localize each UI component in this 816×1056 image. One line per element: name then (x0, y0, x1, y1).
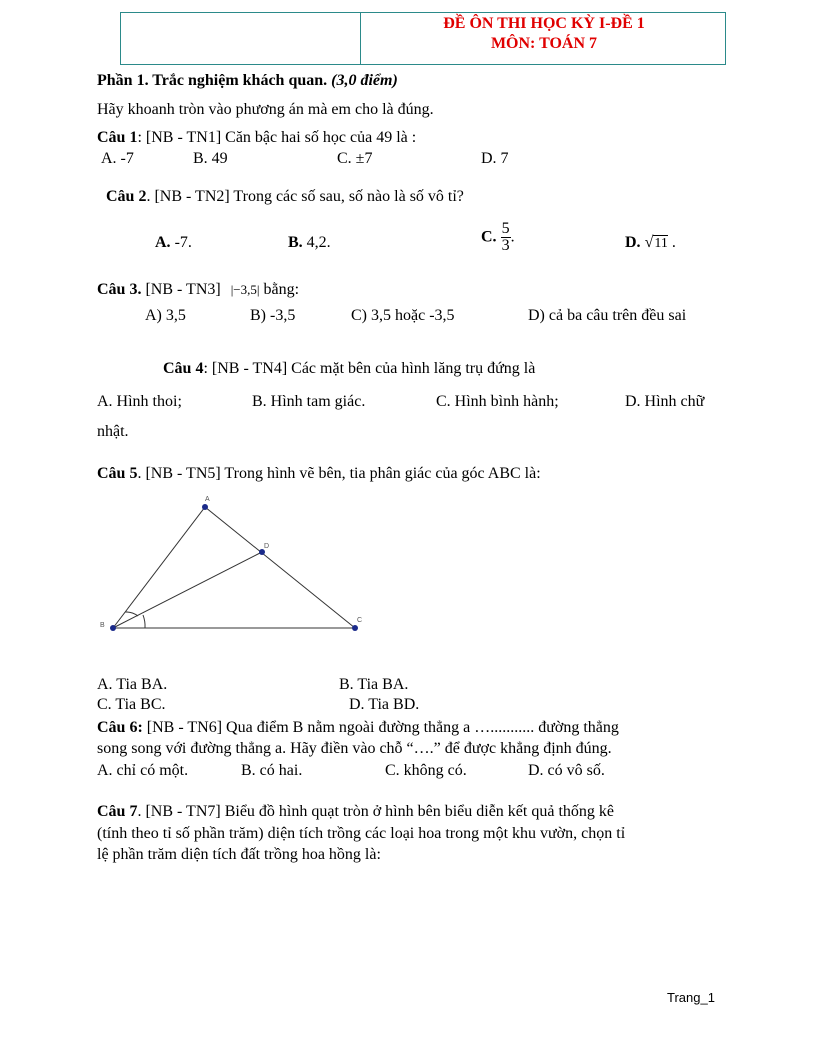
q6-option-b: B. có hai. (241, 762, 303, 779)
q6-option-c: C. không có. (385, 762, 467, 779)
q3-abs-expression: |−3,5| (230, 282, 260, 297)
q3-text-after: bằng: (259, 281, 300, 298)
header-table (120, 12, 726, 65)
label-b: B (100, 622, 105, 629)
q1-text: : [NB - TN1] Căn bậc hai số học của 49 là : (137, 129, 417, 146)
section-heading (97, 72, 398, 90)
question-1 (97, 129, 416, 147)
segment-bd (113, 552, 262, 628)
q4-option-d: D. Hình chữ (625, 393, 705, 410)
q2-c-numerator: 5 (501, 220, 510, 237)
label-d: D (264, 543, 270, 550)
q2-option-a (155, 234, 192, 252)
q2-a-value: -7. (170, 234, 192, 251)
point-c (352, 625, 358, 631)
q6-option-d: D. có vô số. (528, 762, 605, 779)
q4-text: : [NB - TN4] Các mặt bên của hình lăng trụ đứng là (203, 360, 536, 377)
q5-label: Câu 5 (97, 465, 138, 482)
q4-option-c: C. Hình bình hành; (436, 393, 559, 410)
question-5 (97, 465, 541, 483)
q1-label: Câu 1 (97, 129, 138, 146)
q6-label: Câu 6: (97, 719, 143, 736)
section-title: Phần 1. Trắc nghiệm khách quan. (97, 72, 328, 89)
q7-label: Câu 7 (97, 803, 138, 820)
subject-title: MÔN: TOÁN 7 (490, 35, 598, 52)
q2-b-key: B. (288, 234, 303, 251)
q3-option-d: D) cả ba câu trên đều sai (528, 307, 687, 324)
q3-option-c: C) 3,5 hoặc -3,5 (351, 307, 455, 324)
q6-line2: song song với đường thẳng a. Hãy điền vào chỗ “….” để được khẳng định đúng. (97, 740, 612, 757)
q1-option-c: C. ±7 (337, 150, 373, 167)
angle-mark-dbc (143, 615, 145, 628)
triangle-figure (95, 490, 385, 640)
section-instruction: Hãy khoanh tròn vào phương án mà em cho là đúng. (97, 101, 434, 118)
q2-c-end: . (510, 228, 515, 246)
label-a: A (205, 496, 210, 503)
q2-a-key: A. (155, 234, 171, 251)
q2-c-denominator: 3 (501, 237, 510, 254)
question-4 (163, 360, 535, 378)
q2-b-value: 4,2. (302, 234, 331, 251)
q6-option-a: A. chỉ có một. (97, 762, 189, 779)
question-7 (97, 803, 614, 821)
q1-option-a: A. -7 (101, 150, 134, 167)
question-6 (97, 719, 619, 737)
q1-option-b: B. 49 (193, 150, 228, 167)
q4-label: Câu 4 (163, 360, 204, 377)
question-2 (106, 188, 464, 206)
segment-ac (205, 507, 355, 628)
q7-line2: (tính theo tỉ số phần trăm) diện tích trồng các loại hoa trong một khu vườn, chọn tỉ (97, 825, 626, 842)
q3-label: Câu 3. (97, 281, 142, 298)
q5-option-a: A. Tia BA. (97, 676, 168, 693)
point-b (110, 625, 116, 631)
q2-c-fraction (501, 221, 511, 254)
q5-text: . [NB - TN5] Trong hình vẽ bên, tia phân giác của góc ABC là: (137, 465, 541, 482)
q2-option-d (625, 234, 676, 252)
q7-line3: lệ phần trăm diện tích đất trồng hoa hồng là: (97, 846, 381, 863)
q2-option-c (481, 221, 515, 254)
q5-option-d: D. Tia BD. (349, 696, 420, 713)
section-points: (3,0 điểm) (331, 72, 398, 89)
q4-option-a: A. Hình thoi; (97, 393, 182, 410)
question-3 (97, 281, 299, 299)
label-c: C (357, 617, 363, 624)
q3-text-before: [NB - TN3] (141, 281, 221, 298)
q2-text: . [NB - TN2] Trong các số sau, số nào là số vô tỉ? (146, 188, 464, 205)
q4-option-b: B. Hình tam giác. (252, 393, 366, 410)
exam-title: ĐỀ ÔN THI HỌC KỲ I-ĐỀ 1 (443, 15, 645, 32)
q2-d-radicand: 11 (654, 236, 668, 251)
q4-option-d-wrap: nhật. (97, 423, 129, 440)
q7-line1: . [NB - TN7] Biểu đồ hình quạt tròn ở hình bên biểu diễn kết quả thống kê (137, 803, 614, 820)
q3-option-b: B) -3,5 (250, 307, 296, 324)
q2-label: Câu 2 (106, 188, 147, 205)
q6-line1: [NB - TN6] Qua điểm B nằm ngoài đường thẳng a …........... đường thẳng (142, 719, 619, 736)
page-number: Trang_1 (667, 990, 715, 1005)
point-a (202, 504, 208, 510)
q1-option-d: D. 7 (481, 150, 509, 167)
segment-ba (113, 507, 205, 628)
q3-option-a: A) 3,5 (145, 307, 186, 324)
q2-c-key: C. (481, 228, 497, 246)
q5-option-b: B. Tia BA. (339, 676, 409, 693)
sqrt-icon: √ (644, 234, 654, 251)
q2-d-key: D. (625, 234, 641, 251)
q2-option-b (288, 234, 331, 252)
q5-option-c: C. Tia BC. (97, 696, 166, 713)
angle-mark-abd (125, 612, 138, 616)
q2-d-end: . (667, 234, 676, 251)
